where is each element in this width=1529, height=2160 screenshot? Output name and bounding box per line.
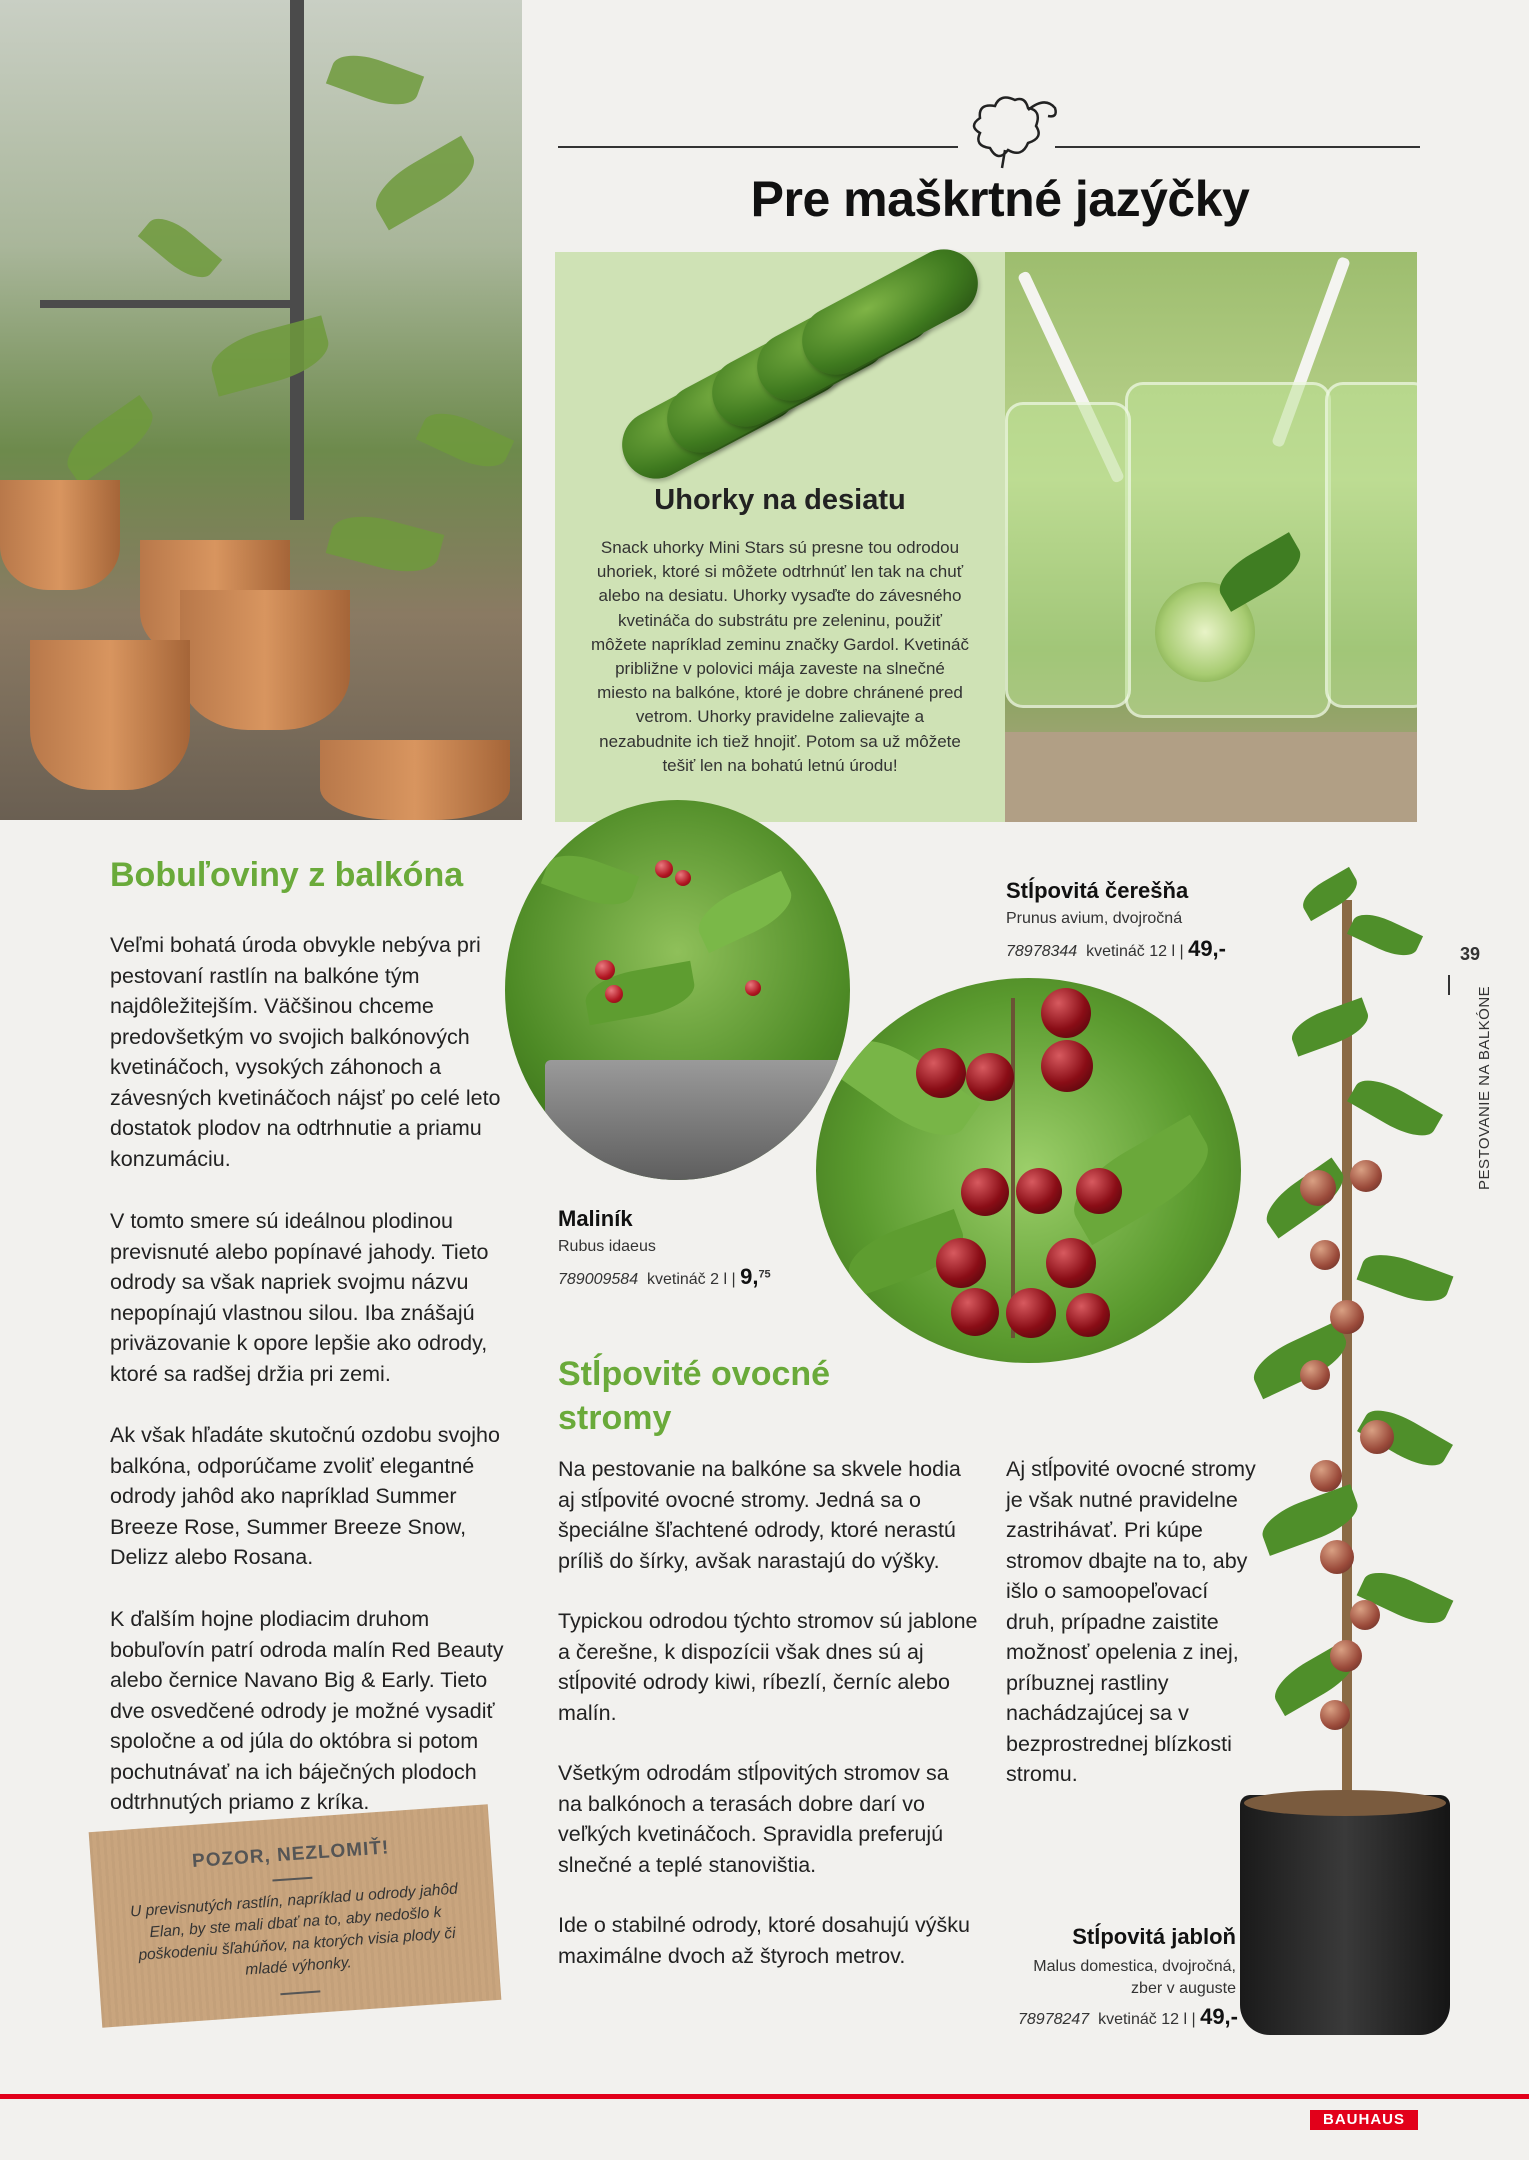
header-rule-left: [558, 146, 958, 148]
berries-paragraph-3: Ak však hľadáte skutočnú ozdobu svojho balkóna, odporúčame zvoliť elegantné odrody jahôd ako napríklad Summer Breeze Rose, Summer Breeze Snow, Delizz alebo Rosana.: [110, 1423, 500, 1569]
cherry-pot: kvetináč 12 l |: [1086, 943, 1184, 960]
raspberry-photo: [505, 800, 850, 1180]
cherry-latin: Prunus avium, dvojročná: [1006, 910, 1183, 927]
cherry-code: 78978344: [1006, 943, 1078, 960]
columns-paragraph-2: Typickou odrodou týchto stromov sú jablone a čerešne, k dispozícii však dnes sú aj stĺpovité odrody kiwi, ríbezlí, černíc alebo malín.: [558, 1609, 978, 1725]
raspberry-name: Maliník: [558, 1206, 633, 1231]
columns-paragraph-3: Všetkým odrodám stĺpovitých stromov sa na balkónoch a terasách dobre darí vo veľkých kvetináčoch. Spravidla preferujú slnečné a teplé stanovištia.: [558, 1761, 949, 1877]
section-tab: PESTOVANIE NA BALKÓNE: [1476, 985, 1493, 1190]
footer-bar: [0, 2094, 1529, 2099]
cherry-photo: [816, 978, 1241, 1363]
note-title: POZOR, NEZLOMIŤ!: [191, 1837, 390, 1873]
side-tab-rule: [1448, 975, 1450, 995]
apple-code-price: [1018, 2004, 1238, 2030]
berries-paragraph-1: Veľmi bohatá úroda obvykle nebýva pri pestovaní rastlín na balkóne tým najdôležitejším. Väčšinou chceme predovšetkým vo svojich balkónových kvetináčoch, vysokých záhonoch a závesných kvetináčoch nájsť po celé leto dostatok plodov na odtrhnutie a priamu konzumáciu.: [110, 933, 501, 1171]
cherry-price: 49,-: [1188, 936, 1226, 961]
header-rule-right: [1055, 146, 1420, 148]
apple-code: 78978247: [1018, 2011, 1090, 2028]
page-title: Pre maškrtné jazýčky: [750, 171, 1250, 227]
cucumber-drink-photo: [1005, 252, 1417, 822]
columns-heading-line-2: stromy: [558, 1399, 672, 1437]
vine-leaf-icon: [960, 88, 1060, 178]
balcony-plants-photo: [0, 0, 522, 820]
warning-note: [89, 1804, 502, 2027]
cucumber-text: Snack uhorky Mini Stars sú presne tou odrodou uhoriek, ktoré si môžete odtrhnúť len tak na chuť alebo na desiatu. Uhorky vysaďte do závesného kvetináča do substrátu pre zeleninu, použiť môžete napríklad zeminu značky Gardol. Kvetináč približne v polovici mája zaveste na slnečné miesto na balkóne, ktoré je dobre chránené pred vetrom. Uhorky pravidelne zalievajte a nezabudnite ich tiež hnojiť. Potom sa už môžete tešiť len na bohatú letnú úrodu!: [591, 538, 969, 775]
raspberry-code: 789009584: [558, 1271, 639, 1288]
columns-paragraph-4: Ide o stabilné odrody, ktoré dosahujú výšku maximálne dvoch až štyroch metrov.: [558, 1913, 970, 1968]
apple-tree-photo: [1230, 860, 1460, 2040]
raspberry-latin: Rubus idaeus: [558, 1238, 656, 1255]
berries-paragraph-4: K ďalším hojne plodiacim druhom bobuľovín patrí odroda malín Red Beauty alebo černice Navano Big & Early. Tieto dve osvedčené odrody je možné vysadiť spoločne a od júla do októbra si potom pochutnávať na ich báječných plodoch odtrhnutých priamo z kríka.: [110, 1607, 504, 1814]
raspberry-pot: kvetináč 2 l |: [646, 1271, 736, 1288]
cucumber-title: Uhorky na desiatu: [654, 484, 906, 516]
raspberry-code-price: [558, 1264, 771, 1290]
berries-paragraph-2: V tomto smere sú ideálnou plodinou previsnuté alebo popínavé jahody. Tieto odrody sa však napriek svojmu názvu nepopínajú vlastnou silou. Iba znášajú priväzovanie k opore lepšie ako odrody, ktoré sa radšej držia pri zemi.: [110, 1209, 489, 1386]
apple-price: 49,-: [1200, 2004, 1238, 2029]
raspberry-price-cents: 75: [758, 1268, 771, 1281]
apple-name: Stĺpovitá jabloň: [1072, 1924, 1236, 1949]
columns-paragraph-5: Aj stĺpovité ovocné stromy je však nutné pravidelne zastrihávať. Pri kúpe stromov dbajte na to, aby išlo o samoopeľovací druh, prípadne zaistite možnosť opelenia z inej, príbuznej rastliny nachádzajúcej sa v bezprostrednej blízkosti stromu.: [1006, 1457, 1256, 1786]
page-number: 39: [1460, 944, 1481, 964]
columns-heading: [558, 1352, 830, 1440]
cherry-code-price: [1006, 936, 1226, 962]
apple-pot: kvetináč 12 l |: [1098, 2011, 1196, 2028]
bauhaus-logo: BAUHAUS: [1310, 2110, 1418, 2130]
apple-latin-1: Malus domestica, dvojročná,: [1033, 1958, 1236, 1975]
note-text: U previsnutých rastlín, napríklad u odrody jahôd Elan, by ste mali dbať na to, aby nedošlo k poškodeniu šľahúňov, na ktorých visia plody či mladé výhonky.: [129, 1880, 459, 1979]
columns-heading-line-1: Stĺpovité ovocné: [558, 1355, 831, 1393]
cherry-name: Stĺpovitá čerešňa: [1006, 878, 1189, 903]
apple-latin-2: zber v auguste: [1131, 1980, 1236, 1997]
columns-paragraph-1: Na pestovanie na balkóne sa skvele hodia aj stĺpovité ovocné stromy. Jedná sa o špeciálne šľachtené odrody, ktoré nerastú príliš do šírky, avšak narastajú do výšky.: [558, 1457, 961, 1573]
raspberry-price: 9,: [740, 1264, 759, 1289]
berries-heading: Bobuľoviny z balkóna: [110, 856, 464, 894]
